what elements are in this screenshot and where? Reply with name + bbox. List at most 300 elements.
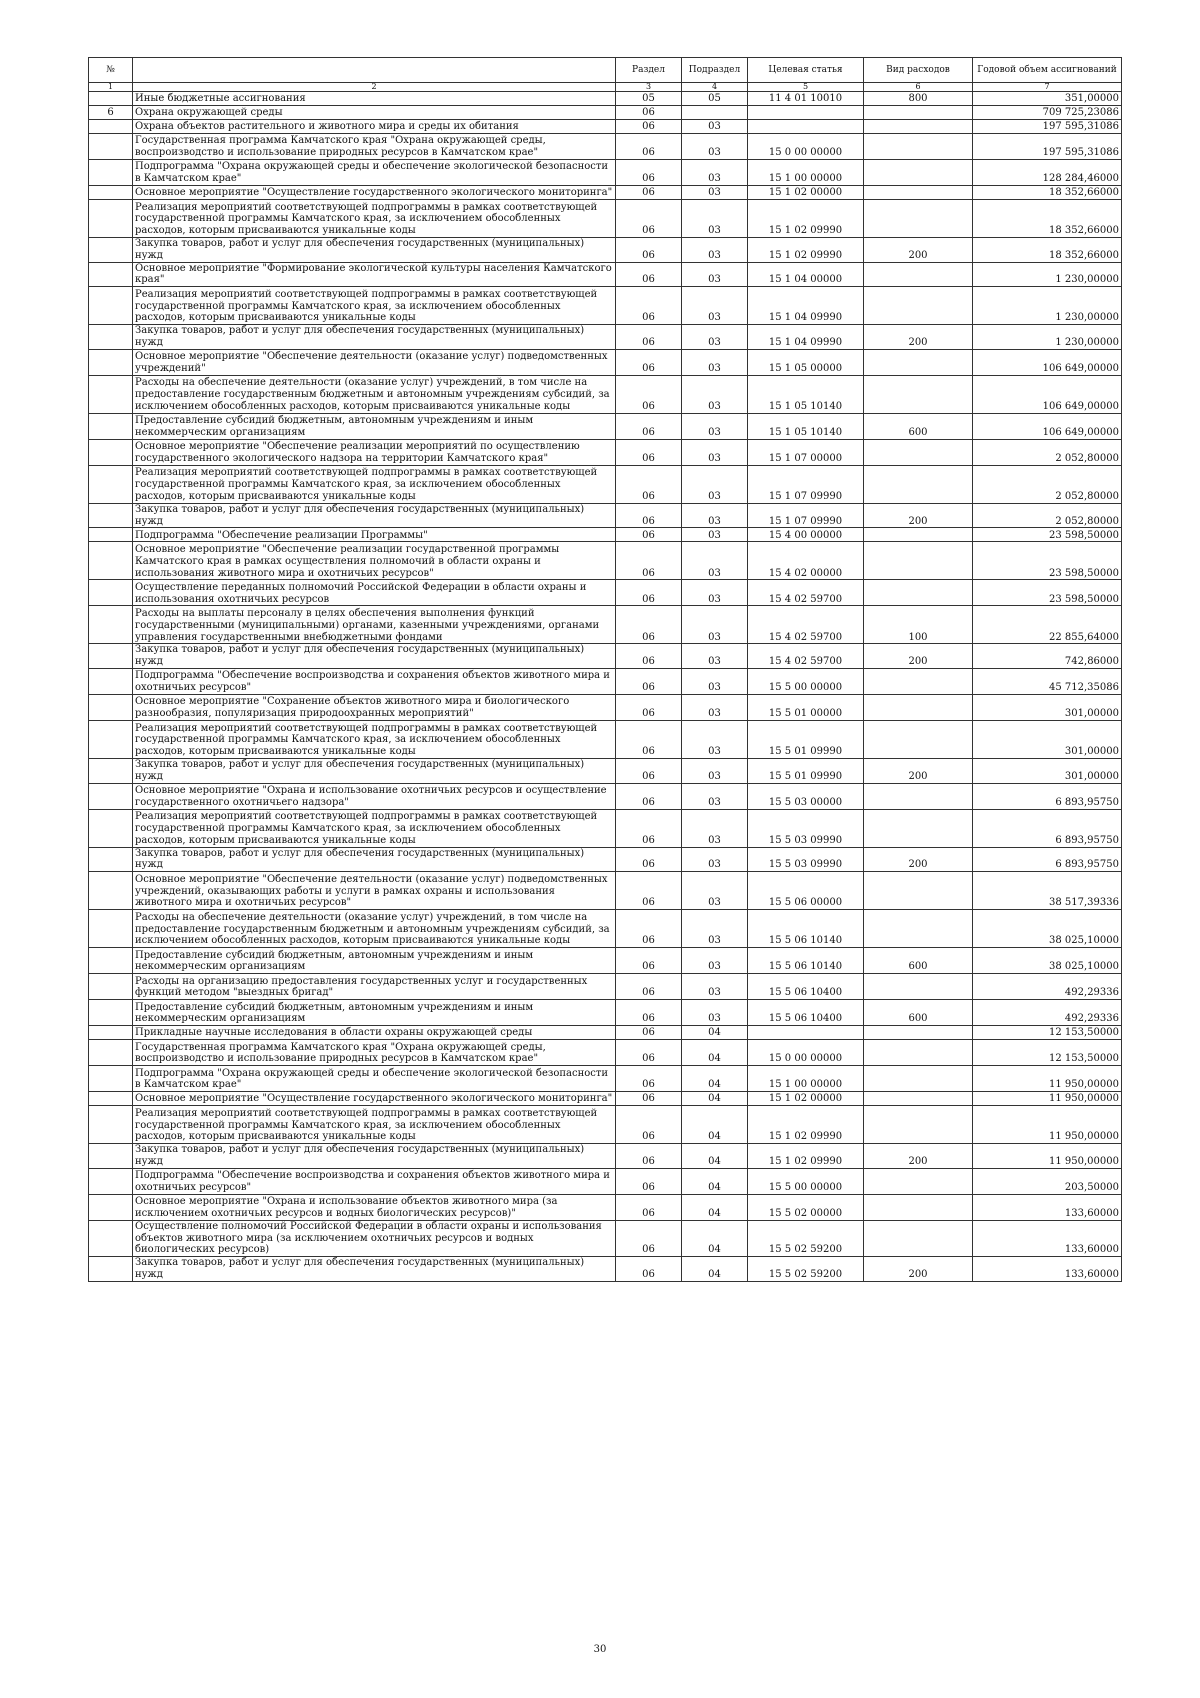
row-number (89, 200, 133, 238)
row-expense-kind (864, 375, 973, 413)
row-target-article: 15 1 05 00000 (748, 349, 864, 375)
row-amount: 1 230,00000 (973, 287, 1122, 325)
table-row (89, 910, 1122, 948)
row-name: Основное мероприятие "Охрана и использование объектов животного мира (за исключением охотничьих ресурсов и водных биологических ресурсов)" (133, 1194, 616, 1220)
row-target-article: 15 4 02 59700 (748, 580, 864, 606)
row-subsection: 04 (682, 1144, 748, 1169)
row-number (89, 160, 133, 186)
row-subsection: 03 (682, 1000, 748, 1026)
row-expense-kind (864, 160, 973, 186)
row-expense-kind: 200 (864, 503, 973, 528)
row-target-article: 15 5 06 10140 (748, 910, 864, 948)
row-expense-kind (864, 262, 973, 287)
table-row (89, 580, 1122, 606)
row-expense-kind (864, 910, 973, 948)
row-target-article: 15 1 04 09990 (748, 325, 864, 350)
row-target-article: 15 1 07 09990 (748, 503, 864, 528)
header-expense-kind: Вид расходов (864, 58, 973, 83)
row-target-article: 15 5 01 09990 (748, 758, 864, 783)
row-expense-kind (864, 1092, 973, 1106)
row-target-article: 11 4 01 10010 (748, 92, 864, 106)
table-row (89, 847, 1122, 872)
budget-table (88, 57, 1122, 1282)
row-section: 06 (616, 465, 682, 503)
row-target-article: 15 0 00 00000 (748, 1040, 864, 1066)
row-amount: 23 598,50000 (973, 528, 1122, 542)
row-target-article: 15 5 03 09990 (748, 847, 864, 872)
column-number: 2 (133, 83, 616, 92)
table-row (89, 1040, 1122, 1066)
row-name: Закупка товаров, работ и услуг для обеспечения государственных (муниципальных) нужд (133, 758, 616, 783)
row-name: Основное мероприятие "Обеспечение деятельности (оказание услуг) подведомственных учреждений" (133, 349, 616, 375)
row-target-article (748, 1026, 864, 1040)
row-amount: 12 153,50000 (973, 1026, 1122, 1040)
table-row (89, 1144, 1122, 1169)
row-amount: 351,00000 (973, 92, 1122, 106)
row-number (89, 375, 133, 413)
table-row (89, 1066, 1122, 1092)
row-subsection: 04 (682, 1040, 748, 1066)
row-section: 06 (616, 238, 682, 263)
row-name: Расходы на обеспечение деятельности (оказание услуг) учреждений, в том числе на предоставление государственным бюджетным и автономным учреждениям субсидий, за исключением обособленных расходов, которым присваиваются уникальные коды (133, 910, 616, 948)
row-number (89, 186, 133, 200)
row-target-article: 15 5 00 00000 (748, 1168, 864, 1194)
row-subsection: 04 (682, 1106, 748, 1144)
row-expense-kind (864, 528, 973, 542)
row-name: Закупка товаров, работ и услуг для обеспечения государственных (муниципальных) нужд (133, 325, 616, 350)
row-section: 06 (616, 847, 682, 872)
row-target-article: 15 5 06 00000 (748, 872, 864, 910)
row-number (89, 238, 133, 263)
column-number: 3 (616, 83, 682, 92)
table-row (89, 809, 1122, 847)
row-name: Предоставление субсидий бюджетным, автономным учреждениям и иным некоммерческим организациям (133, 1000, 616, 1026)
row-name: Основное мероприятие "Обеспечение реализации мероприятий по осуществлению государственного экологического надзора на территории Камчатского края" (133, 439, 616, 465)
row-target-article: 15 1 02 00000 (748, 186, 864, 200)
row-expense-kind: 200 (864, 1144, 973, 1169)
row-subsection: 03 (682, 668, 748, 694)
table-row (89, 783, 1122, 809)
table-row (89, 668, 1122, 694)
row-subsection: 03 (682, 287, 748, 325)
table-header (89, 58, 1122, 92)
row-amount: 301,00000 (973, 694, 1122, 720)
row-name: Закупка товаров, работ и услуг для обеспечения государственных (муниципальных) нужд (133, 1257, 616, 1282)
row-subsection: 03 (682, 134, 748, 160)
row-section: 06 (616, 134, 682, 160)
table-row (89, 160, 1122, 186)
row-section: 06 (616, 1194, 682, 1220)
row-amount: 106 649,00000 (973, 349, 1122, 375)
row-expense-kind (864, 1106, 973, 1144)
row-number (89, 1040, 133, 1066)
row-name: Подпрограмма "Обеспечение реализации Программы" (133, 528, 616, 542)
table-row (89, 1026, 1122, 1040)
row-number (89, 92, 133, 106)
header-target-article: Целевая статья (748, 58, 864, 83)
row-amount: 1 230,00000 (973, 262, 1122, 287)
row-number (89, 580, 133, 606)
row-subsection: 03 (682, 542, 748, 580)
row-target-article: 15 1 07 00000 (748, 439, 864, 465)
row-number: 6 (89, 106, 133, 120)
column-number: 4 (682, 83, 748, 92)
row-name: Реализация мероприятий соответствующей подпрограммы в рамках соответствующей государственной программы Камчатского края, за исключением обособленных расходов, которым присваиваются уникальные коды (133, 809, 616, 847)
row-section: 06 (616, 287, 682, 325)
row-target-article: 15 5 06 10400 (748, 974, 864, 1000)
row-name: Государственная программа Камчатского края "Охрана окружающей среды, воспроизводство и использование природных ресурсов в Камчатском крае" (133, 1040, 616, 1066)
row-target-article: 15 5 06 10400 (748, 1000, 864, 1026)
table-row (89, 872, 1122, 910)
row-name: Основное мероприятие "Обеспечение деятельности (оказание услуг) подведомственных учреждений, оказывающих работы и услуги в рамках охраны и использования животного мира и охотничьих ресурсов" (133, 872, 616, 910)
row-section: 06 (616, 503, 682, 528)
row-subsection: 03 (682, 809, 748, 847)
row-section: 06 (616, 325, 682, 350)
row-target-article: 15 4 00 00000 (748, 528, 864, 542)
row-name: Подпрограмма "Охрана окружающей среды и обеспечение экологической безопасности в Камчатском крае" (133, 1066, 616, 1092)
row-name: Расходы на выплаты персоналу в целях обеспечения выполнения функций государственными (муниципальными) органами, казенными учреждениями, органами управления государственными внебюджетными фондами (133, 606, 616, 644)
row-subsection: 03 (682, 262, 748, 287)
row-number (89, 120, 133, 134)
row-name: Закупка товаров, работ и услуг для обеспечения государственных (муниципальных) нужд (133, 1144, 616, 1169)
header-subsection: Подраздел (682, 58, 748, 83)
row-amount: 11 950,00000 (973, 1066, 1122, 1092)
row-amount: 23 598,50000 (973, 580, 1122, 606)
row-section: 06 (616, 349, 682, 375)
row-expense-kind (864, 1066, 973, 1092)
table-row (89, 106, 1122, 120)
row-target-article: 15 5 01 09990 (748, 720, 864, 758)
row-section: 06 (616, 809, 682, 847)
row-section: 06 (616, 974, 682, 1000)
row-expense-kind (864, 580, 973, 606)
row-expense-kind: 600 (864, 413, 973, 439)
row-expense-kind: 200 (864, 238, 973, 263)
row-number (89, 606, 133, 644)
column-number: 7 (973, 83, 1122, 92)
row-section: 06 (616, 528, 682, 542)
row-number (89, 1220, 133, 1256)
row-name: Закупка товаров, работ и услуг для обеспечения государственных (муниципальных) нужд (133, 238, 616, 263)
row-subsection: 03 (682, 606, 748, 644)
row-target-article: 15 1 02 09990 (748, 1106, 864, 1144)
row-number (89, 847, 133, 872)
table-row (89, 186, 1122, 200)
row-expense-kind (864, 120, 973, 134)
row-expense-kind: 200 (864, 644, 973, 669)
row-subsection: 03 (682, 910, 748, 948)
row-amount: 106 649,00000 (973, 413, 1122, 439)
row-expense-kind (864, 783, 973, 809)
row-subsection: 04 (682, 1220, 748, 1256)
table-row (89, 465, 1122, 503)
row-number (89, 503, 133, 528)
row-target-article: 15 1 07 09990 (748, 465, 864, 503)
row-expense-kind (864, 872, 973, 910)
row-target-article: 15 5 03 00000 (748, 783, 864, 809)
header-name (133, 58, 616, 83)
row-name: Реализация мероприятий соответствующей подпрограммы в рамках соответствующей государственной программы Камчатского края, за исключением обособленных расходов, которым присваиваются уникальные коды (133, 287, 616, 325)
row-name: Закупка товаров, работ и услуг для обеспечения государственных (муниципальных) нужд (133, 503, 616, 528)
row-target-article: 15 5 02 59200 (748, 1257, 864, 1282)
row-target-article: 15 1 02 00000 (748, 1092, 864, 1106)
table-row (89, 325, 1122, 350)
row-subsection: 04 (682, 1257, 748, 1282)
row-section: 06 (616, 106, 682, 120)
row-amount: 1 230,00000 (973, 325, 1122, 350)
row-number (89, 413, 133, 439)
row-target-article: 15 5 06 10140 (748, 948, 864, 974)
table-row (89, 134, 1122, 160)
row-number (89, 1168, 133, 1194)
row-amount: 38 025,10000 (973, 910, 1122, 948)
row-target-article: 15 4 02 59700 (748, 644, 864, 669)
row-name: Реализация мероприятий соответствующей подпрограммы в рамках соответствующей государственной программы Камчатского края, за исключением обособленных расходов, которым присваиваются уникальные коды (133, 1106, 616, 1144)
row-subsection: 04 (682, 1026, 748, 1040)
row-number (89, 528, 133, 542)
row-amount: 6 893,95750 (973, 809, 1122, 847)
page-number: 30 (593, 1644, 607, 1655)
row-expense-kind (864, 1026, 973, 1040)
row-section: 06 (616, 1168, 682, 1194)
table-row (89, 1257, 1122, 1282)
row-number (89, 1026, 133, 1040)
row-subsection: 03 (682, 160, 748, 186)
table-row (89, 1000, 1122, 1026)
row-expense-kind (864, 1220, 973, 1256)
row-section: 06 (616, 1040, 682, 1066)
row-name: Подпрограмма "Обеспечение воспроизводства и сохранения объектов животного мира и охотничьих ресурсов" (133, 1168, 616, 1194)
row-subsection: 04 (682, 1066, 748, 1092)
row-expense-kind (864, 287, 973, 325)
row-number (89, 287, 133, 325)
row-section: 06 (616, 606, 682, 644)
row-amount: 38 025,10000 (973, 948, 1122, 974)
row-number (89, 439, 133, 465)
table-row (89, 238, 1122, 263)
table-row (89, 120, 1122, 134)
row-name: Основное мероприятие "Формирование экологической культуры населения Камчатского края" (133, 262, 616, 287)
row-name: Предоставление субсидий бюджетным, автономным учреждениям и иным некоммерческим организациям (133, 948, 616, 974)
row-subsection: 03 (682, 528, 748, 542)
row-section: 05 (616, 92, 682, 106)
row-subsection: 03 (682, 694, 748, 720)
table-row (89, 974, 1122, 1000)
row-amount: 2 052,80000 (973, 439, 1122, 465)
row-expense-kind: 600 (864, 1000, 973, 1026)
row-section: 06 (616, 668, 682, 694)
row-name: Реализация мероприятий соответствующей подпрограммы в рамках соответствующей государственной программы Камчатского края, за исключением обособленных расходов, которым присваиваются уникальные коды (133, 720, 616, 758)
row-subsection: 03 (682, 375, 748, 413)
table-row (89, 644, 1122, 669)
row-section: 06 (616, 439, 682, 465)
row-target-article: 15 5 02 59200 (748, 1220, 864, 1256)
header-section: Раздел (616, 58, 682, 83)
row-number (89, 1000, 133, 1026)
row-name: Основное мероприятие "Охрана и использование охотничьих ресурсов и осуществление государственного охотничьего надзора" (133, 783, 616, 809)
table-row (89, 287, 1122, 325)
row-subsection: 03 (682, 783, 748, 809)
header-row (89, 58, 1122, 83)
row-expense-kind: 200 (864, 325, 973, 350)
row-target-article: 15 5 00 00000 (748, 668, 864, 694)
table-row (89, 1106, 1122, 1144)
row-number (89, 668, 133, 694)
row-subsection: 03 (682, 644, 748, 669)
row-section: 06 (616, 1106, 682, 1144)
row-section: 06 (616, 872, 682, 910)
row-subsection: 03 (682, 580, 748, 606)
row-expense-kind (864, 186, 973, 200)
row-amount: 45 712,35086 (973, 668, 1122, 694)
row-number (89, 758, 133, 783)
table-row (89, 1168, 1122, 1194)
row-target-article: 15 5 03 09990 (748, 809, 864, 847)
row-amount: 197 595,31086 (973, 120, 1122, 134)
row-name: Предоставление субсидий бюджетным, автономным учреждениям и иным некоммерческим организациям (133, 413, 616, 439)
row-amount: 301,00000 (973, 758, 1122, 783)
row-expense-kind: 100 (864, 606, 973, 644)
row-section: 06 (616, 542, 682, 580)
table-row (89, 262, 1122, 287)
row-section: 06 (616, 186, 682, 200)
row-subsection: 05 (682, 92, 748, 106)
row-amount: 106 649,00000 (973, 375, 1122, 413)
row-expense-kind (864, 134, 973, 160)
row-subsection: 04 (682, 1194, 748, 1220)
row-expense-kind (864, 106, 973, 120)
row-amount: 203,50000 (973, 1168, 1122, 1194)
table-row (89, 528, 1122, 542)
row-expense-kind (864, 974, 973, 1000)
row-name: Реализация мероприятий соответствующей подпрограммы в рамках соответствующей государственной программы Камчатского края, за исключением обособленных расходов, которым присваиваются уникальные коды (133, 200, 616, 238)
row-section: 06 (616, 783, 682, 809)
row-subsection: 03 (682, 200, 748, 238)
row-section: 06 (616, 1220, 682, 1256)
row-subsection: 03 (682, 186, 748, 200)
row-target-article: 15 1 00 00000 (748, 160, 864, 186)
table-row (89, 1220, 1122, 1256)
header-num: № (89, 58, 133, 83)
row-section: 06 (616, 375, 682, 413)
row-subsection: 03 (682, 948, 748, 974)
column-number-row (89, 83, 1122, 92)
row-name: Закупка товаров, работ и услуг для обеспечения государственных (муниципальных) нужд (133, 847, 616, 872)
row-section: 06 (616, 1000, 682, 1026)
table-row (89, 349, 1122, 375)
row-amount: 11 950,00000 (973, 1106, 1122, 1144)
column-number: 6 (864, 83, 973, 92)
row-expense-kind (864, 694, 973, 720)
row-amount: 133,60000 (973, 1220, 1122, 1256)
row-expense-kind (864, 809, 973, 847)
row-amount: 11 950,00000 (973, 1144, 1122, 1169)
row-number (89, 325, 133, 350)
row-subsection: 03 (682, 872, 748, 910)
row-amount: 2 052,80000 (973, 465, 1122, 503)
row-expense-kind (864, 542, 973, 580)
table-row (89, 92, 1122, 106)
row-name: Иные бюджетные ассигнования (133, 92, 616, 106)
row-name: Осуществление полномочий Российской Федерации в области охраны и использования объектов животного мира (за исключением охотничьих ресурсов и водных биологических ресурсов) (133, 1220, 616, 1256)
row-name: Охрана окружающей среды (133, 106, 616, 120)
row-amount: 2 052,80000 (973, 503, 1122, 528)
row-amount: 301,00000 (973, 720, 1122, 758)
row-expense-kind (864, 439, 973, 465)
row-number (89, 783, 133, 809)
row-expense-kind (864, 720, 973, 758)
row-number (89, 465, 133, 503)
row-name: Подпрограмма "Обеспечение воспроизводства и сохранения объектов животного мира и охотничьих ресурсов" (133, 668, 616, 694)
row-subsection (682, 106, 748, 120)
row-amount: 742,86000 (973, 644, 1122, 669)
row-expense-kind (864, 1194, 973, 1220)
row-section: 06 (616, 948, 682, 974)
row-expense-kind: 200 (864, 1257, 973, 1282)
row-target-article: 15 1 04 00000 (748, 262, 864, 287)
row-target-article: 15 1 00 00000 (748, 1066, 864, 1092)
row-expense-kind (864, 1040, 973, 1066)
row-section: 06 (616, 720, 682, 758)
row-amount: 12 153,50000 (973, 1040, 1122, 1066)
row-target-article (748, 106, 864, 120)
row-section: 06 (616, 694, 682, 720)
row-expense-kind: 600 (864, 948, 973, 974)
row-name: Подпрограмма "Охрана окружающей среды и обеспечение экологической безопасности в Камчатском крае" (133, 160, 616, 186)
row-amount: 133,60000 (973, 1194, 1122, 1220)
row-name: Прикладные научные исследования в области охраны окружающей среды (133, 1026, 616, 1040)
row-number (89, 542, 133, 580)
row-target-article: 15 1 02 09990 (748, 238, 864, 263)
row-name: Расходы на обеспечение деятельности (оказание услуг) учреждений, в том числе на предоставление государственным бюджетным и автономным учреждениям субсидий, за исключением обособленных расходов, которым присваиваются уникальные коды (133, 375, 616, 413)
row-section: 06 (616, 413, 682, 439)
row-expense-kind (864, 200, 973, 238)
table-row (89, 542, 1122, 580)
row-subsection: 04 (682, 1168, 748, 1194)
row-expense-kind: 200 (864, 758, 973, 783)
table-row (89, 200, 1122, 238)
table-row (89, 948, 1122, 974)
row-number (89, 262, 133, 287)
row-number (89, 694, 133, 720)
row-amount: 709 725,23086 (973, 106, 1122, 120)
row-number (89, 1144, 133, 1169)
row-target-article (748, 120, 864, 134)
row-section: 06 (616, 120, 682, 134)
row-number (89, 872, 133, 910)
table-row (89, 413, 1122, 439)
row-section: 06 (616, 200, 682, 238)
row-name: Государственная программа Камчатского края "Охрана окружающей среды, воспроизводство и использование природных ресурсов в Камчатском крае" (133, 134, 616, 160)
row-subsection: 03 (682, 120, 748, 134)
row-name: Основное мероприятие "Сохранение объектов животного мира и биологического разнообразия, популяризация природоохранных мероприятий" (133, 694, 616, 720)
row-section: 06 (616, 160, 682, 186)
row-amount: 128 284,46000 (973, 160, 1122, 186)
row-amount: 18 352,66000 (973, 238, 1122, 263)
row-number (89, 644, 133, 669)
row-subsection: 03 (682, 720, 748, 758)
row-number (89, 1066, 133, 1092)
row-amount: 197 595,31086 (973, 134, 1122, 160)
row-target-article: 15 5 02 00000 (748, 1194, 864, 1220)
row-section: 06 (616, 1092, 682, 1106)
row-amount: 492,29336 (973, 974, 1122, 1000)
row-section: 06 (616, 910, 682, 948)
row-number (89, 1194, 133, 1220)
row-section: 06 (616, 580, 682, 606)
row-amount: 22 855,64000 (973, 606, 1122, 644)
row-subsection: 03 (682, 758, 748, 783)
